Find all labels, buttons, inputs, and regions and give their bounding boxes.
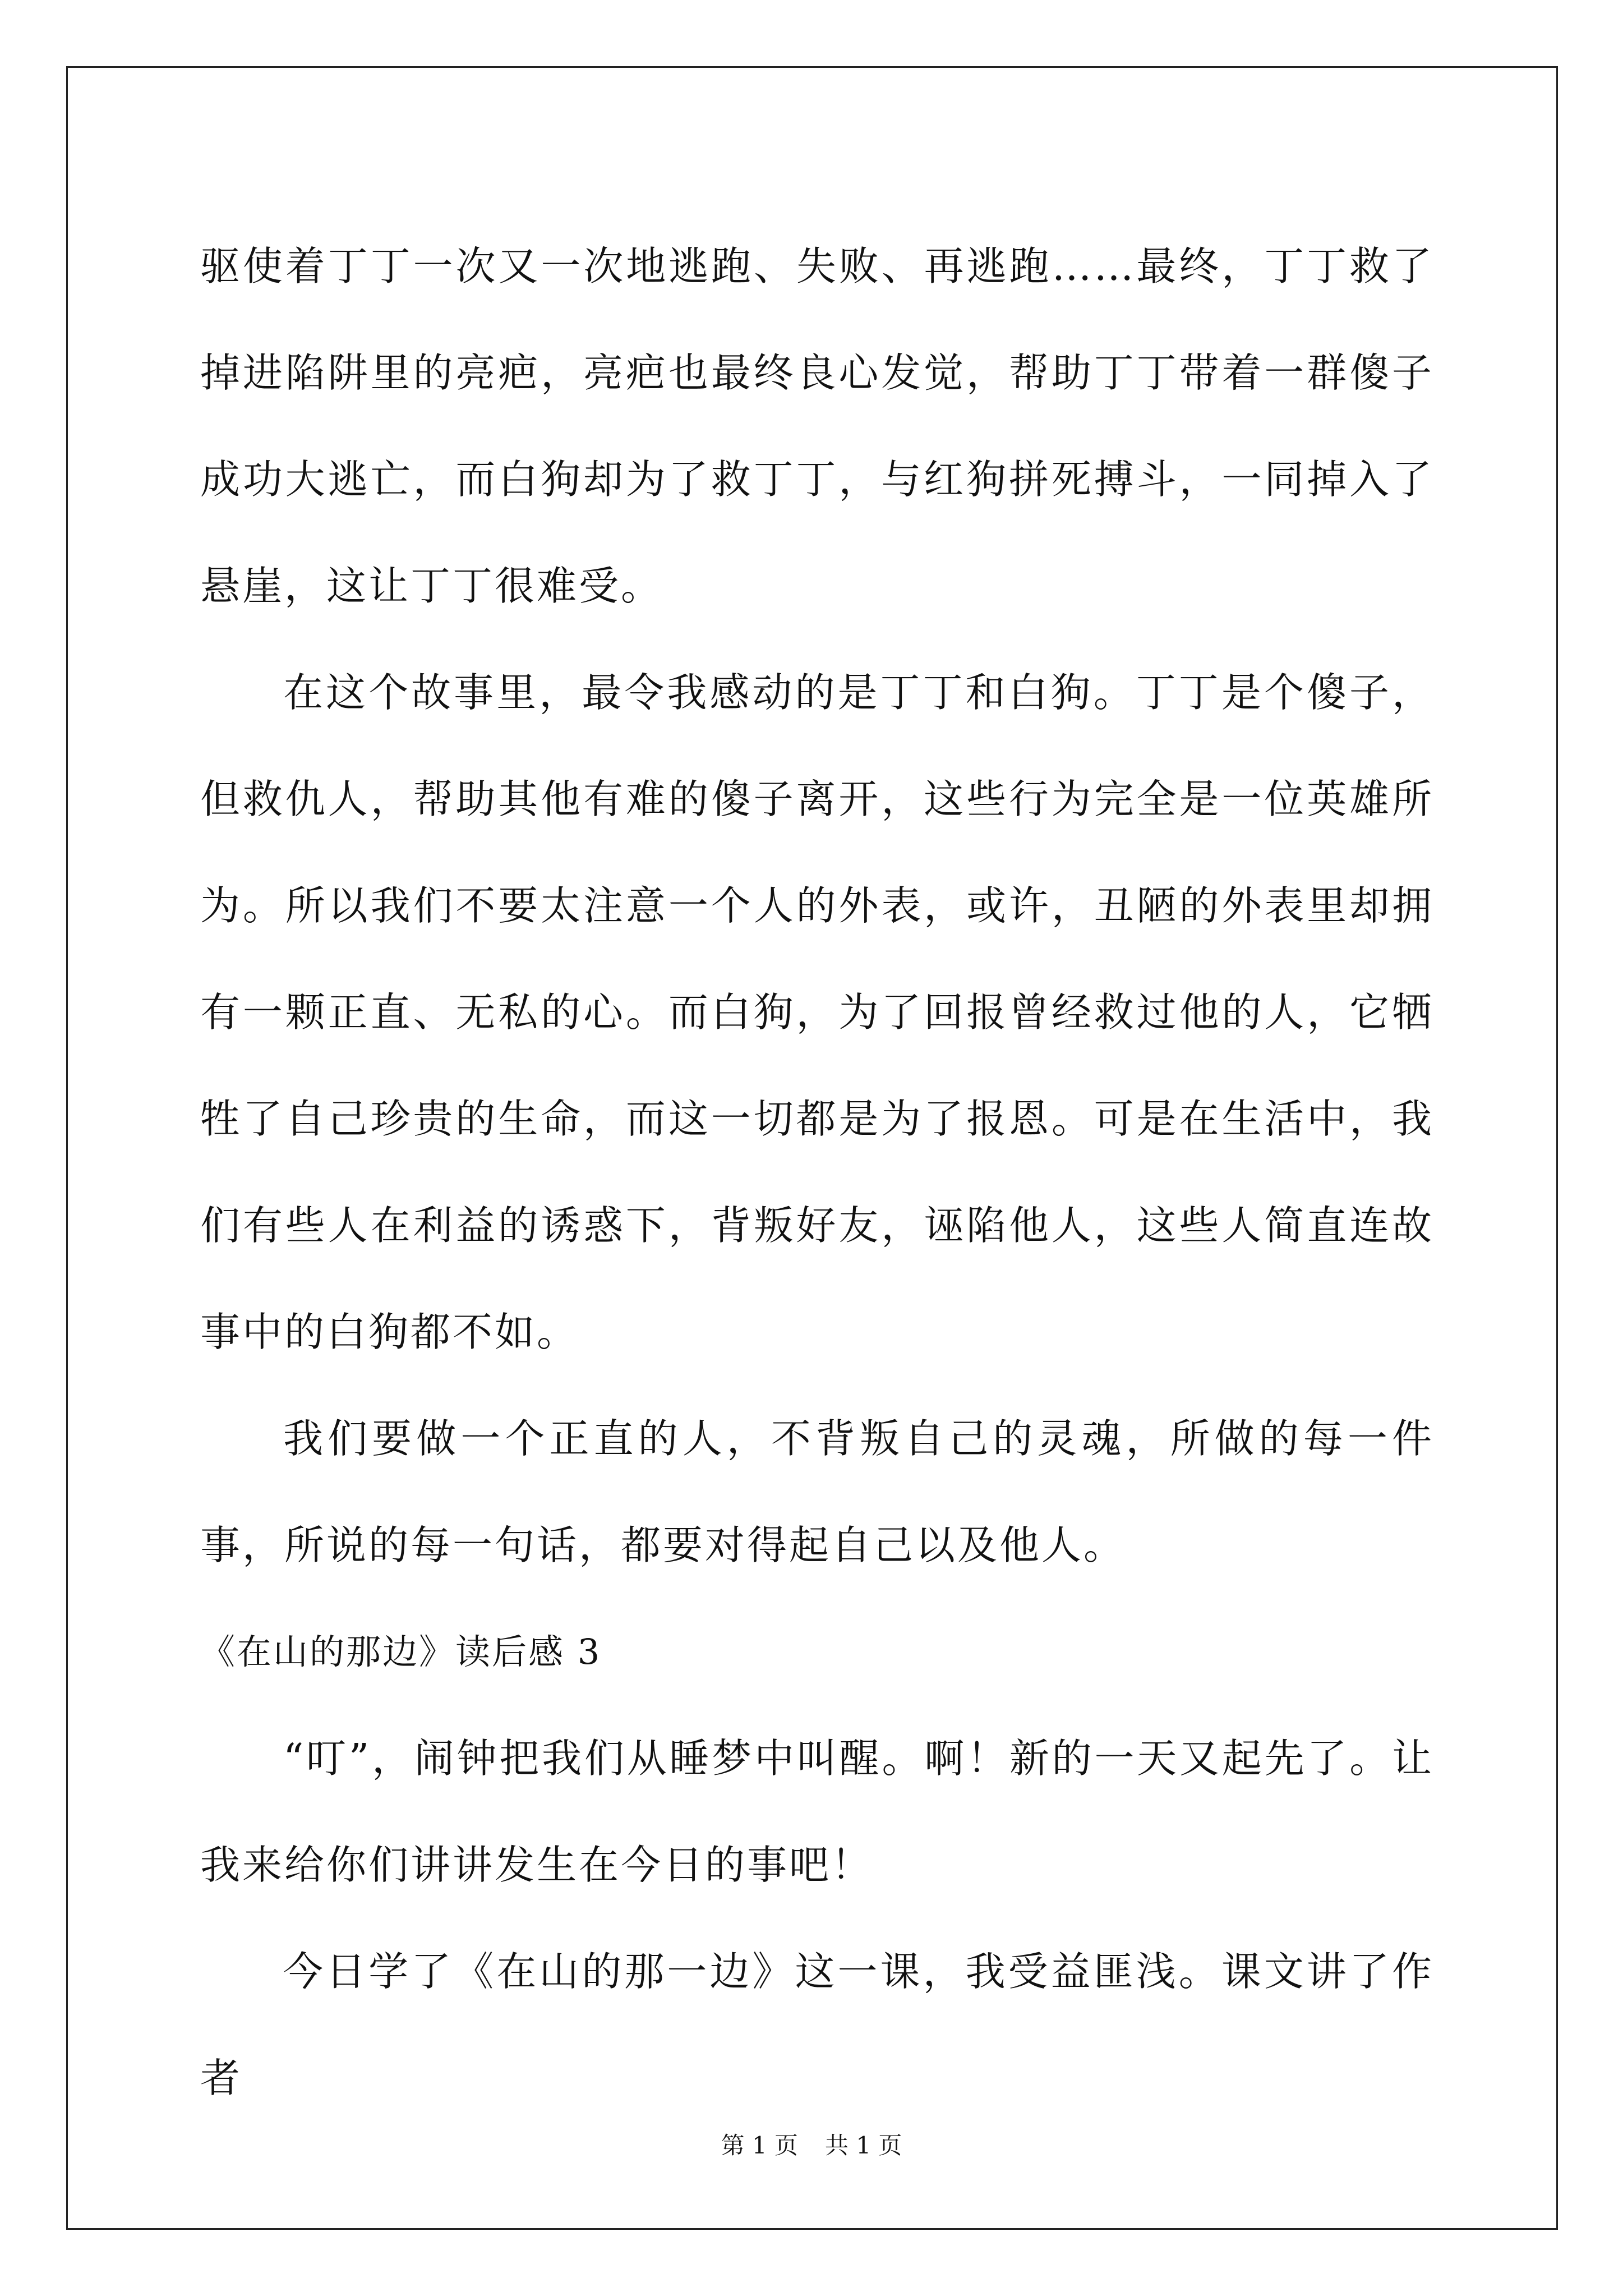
- page-number: 第 1 页: [721, 2132, 798, 2159]
- paragraph-4: “叮”，闹钟把我们从睡梦中叫醒。啊！新的一天又起先了。让我来给你们讲讲发生在今日的事吧！: [200, 1735, 1434, 1888]
- section-heading: 《在山的那边》读后感 3: [200, 1631, 602, 1672]
- page-footer: [0, 2129, 1623, 2162]
- paragraph-2: 在这个故事里，最令我感动的是丁丁和白狗。丁丁是个傻子，但救仇人，帮助其他有难的傻子离开，这些行为完全是一位英雄所为。所以我们不要太注意一个人的外表，或许，丑陋的外表里却拥有一颗正直、无私的心。而白狗，为了回报曾经救过他的人，它牺牲了自己珍贵的生命，而这一切都是为了报恩。可是在生活中，我们有些人在利益的诱惑下，背叛好友，诬陷他人，这些人简直连故事中的白狗都不如。: [200, 669, 1434, 1355]
- paragraph-5: 今日学了《在山的那一边》这一课，我受益匪浅。课文讲了作者: [200, 1948, 1434, 2101]
- paragraph-1: 驱使着丁丁一次又一次地逃跑、失败、再逃跑……最终，丁丁救了掉进陷阱里的亮疤，亮疤也最终良心发觉，帮助丁丁带着一群傻子成功大逃亡，而白狗却为了救丁丁，与红狗拼死搏斗，一同掉入了悬崖，这让丁丁很难受。: [200, 243, 1434, 609]
- paragraph-3: 我们要做一个正直的人，不背叛自己的灵魂，所做的每一件事，所说的每一句话，都要对得起自己以及他人。: [200, 1415, 1434, 1568]
- page-total: 共 1 页: [825, 2132, 902, 2159]
- document-body: [200, 213, 1434, 2132]
